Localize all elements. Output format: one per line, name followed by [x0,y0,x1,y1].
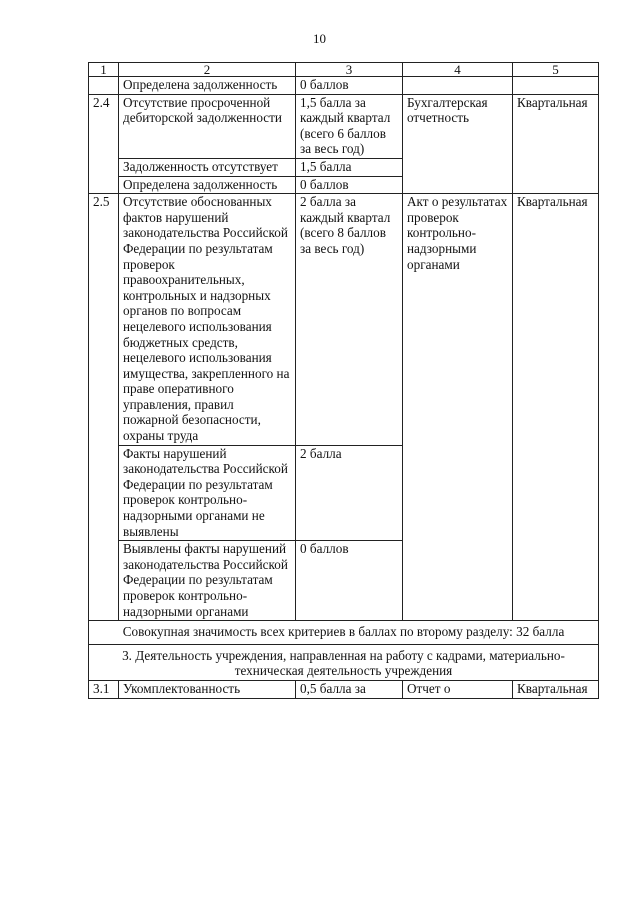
score-cell: 2 балла за каждый квартал (всего 8 баллов за весь год) [296,194,403,446]
criterion-cell: Факты нарушений законодательства Российской Федерации по результатам проверок контрольно-надзорными органами не выявлены [119,445,296,541]
section-total: Совокупная значимость всех критериев в баллах по второму разделу: 32 балла [89,621,599,645]
column-header: 1 [89,63,119,77]
column-header: 5 [513,63,599,77]
table-row [89,680,599,698]
score-cell: 2 балла [296,445,403,541]
page-number: 10 [313,31,326,46]
period-cell: Квартальная [513,94,599,194]
period-cell: Квартальная [513,680,599,698]
criterion-cell: Отсутствие просроченной дебиторской задолженности [119,94,296,158]
section-title: 3. Деятельность учреждения, направленная на работу с кадрами, материально-техническая деятельность учреждения [89,644,599,680]
score-cell: 1,5 балла за каждый квартал (всего 6 баллов за весь год) [296,94,403,158]
table-row [89,94,599,158]
criterion-cell: Отсутствие обоснованных фактов нарушений законодательства Российской Федерации по результатам проверок правоохранительных, контрольных и надзорных органов по вопросам нецелевого использования бюджетных средств, нецелевого использования имущества, закрепленного на праве оперативного управления, правил пожарной безопасности, охраны труда [119,194,296,446]
row-number: 3.1 [89,680,119,698]
score-cell: 0 баллов [296,77,403,95]
table-row [89,77,599,95]
criterion-cell: Определена задолженность [119,77,296,95]
score-cell: 1,5 балла [296,158,403,176]
row-number: 2.4 [89,94,119,194]
source-cell [403,77,513,95]
criterion-cell: Определена задолженность [119,176,296,194]
column-header: 4 [403,63,513,77]
table-row [89,621,599,645]
table-header-row [89,63,599,77]
score-cell: 0 баллов [296,541,403,621]
source-cell: Отчет о [403,680,513,698]
period-cell [513,77,599,95]
period-cell: Квартальная [513,194,599,621]
criterion-cell: Выявлены факты нарушений законодательства Российской Федерации по результатам проверок контрольно-надзорными органами [119,541,296,621]
row-number: 2.5 [89,194,119,621]
score-cell: 0 баллов [296,176,403,194]
criteria-table [88,62,599,699]
table-row [89,194,599,446]
table-row [89,644,599,680]
criterion-cell: Задолженность отсутствует [119,158,296,176]
source-cell: Акт о результатах проверок контрольно-надзорными органами [403,194,513,621]
score-cell: 0,5 балла за [296,680,403,698]
row-number [89,77,119,95]
source-cell: Бухгалтерская отчетность [403,94,513,194]
column-header: 2 [119,63,296,77]
criterion-cell: Укомплектованность [119,680,296,698]
column-header: 3 [296,63,403,77]
